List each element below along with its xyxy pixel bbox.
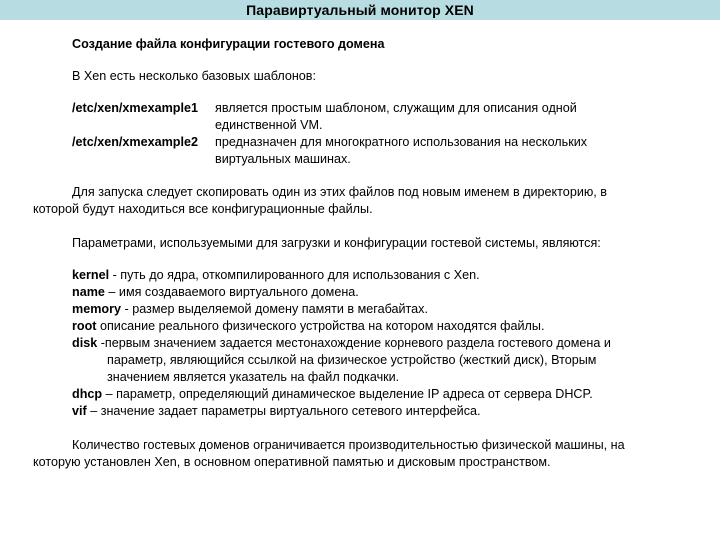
template-path: /etc/xen/xmexample2 [72,135,199,149]
conclusion-line2: которую установлен Xen, в основном оперативной памятью и дисковым пространством. [33,455,551,469]
param-disk [72,335,611,351]
param-root [72,318,544,334]
param-desc: – значение задает параметры виртуального сетевого интерфейса. [86,404,481,418]
template-path: /etc/xen/xmexample1 [72,101,199,115]
section-title: Создание файла конфигурации гостевого домена [72,37,385,51]
template-desc-2a: предназначен для многократного использования на нескольких [215,135,588,149]
param-kernel [72,267,480,283]
param-name: name [72,285,105,299]
param-desc: - размер выделяемой домену памяти в мегабайтах. [121,302,428,316]
param-name: disk [72,336,98,350]
param-desc: - путь до ядра, откомпилированного для использования с Xen. [109,268,480,282]
template-desc-2b: виртуальных машинах. [215,152,351,166]
param-vif [72,403,481,419]
param-desc: -первым значением задается местонахождение корневого раздела гостевого домена и [97,336,611,350]
conclusion-line1: Количество гостевых доменов ограничивается производительностью физической машины, на [72,438,625,452]
template-desc-1a: является простым шаблоном, служащим для описания одной [215,101,577,115]
param-name: memory [72,302,121,316]
intro-text: В Xen есть несколько базовых шаблонов: [72,69,316,83]
param-dhcp [72,386,593,402]
params-intro: Параметрами, используемыми для загрузки и конфигурации гостевой системы, являются: [72,236,601,250]
template-item-1 [72,100,198,116]
copy-paragraph-line2: которой будут находиться все конфигурационные файлы. [33,202,373,216]
param-desc: – имя создаваемого виртуального домена. [104,285,359,299]
copy-paragraph-line1: Для запуска следует скопировать один из этих файлов под новым именем в директорию, в [72,185,607,199]
param-disk-line3: значением является указатель на файл подкачки. [107,370,400,384]
template-desc-1b: единственной VM. [215,118,323,132]
param-disk-line2: параметр, являющийся ссылкой на физическое устройство (жесткий диск), Вторым [107,353,597,367]
param-memory [72,301,428,317]
param-desc: – параметр, определяющий динамическое выделение IP адреса от сервера DHCP. [102,387,593,401]
header-bar [0,0,720,20]
page-title: Паравиртуальный монитор XEN [246,2,474,18]
param-name: dhcp [72,387,103,401]
param-desc: описание реального физического устройства на котором находятся файлы. [96,319,545,333]
param-name: vif [72,404,87,418]
param-name: kernel [72,268,110,282]
template-item-2 [72,134,198,150]
param-name: root [72,319,97,333]
param-name-item [72,284,359,300]
